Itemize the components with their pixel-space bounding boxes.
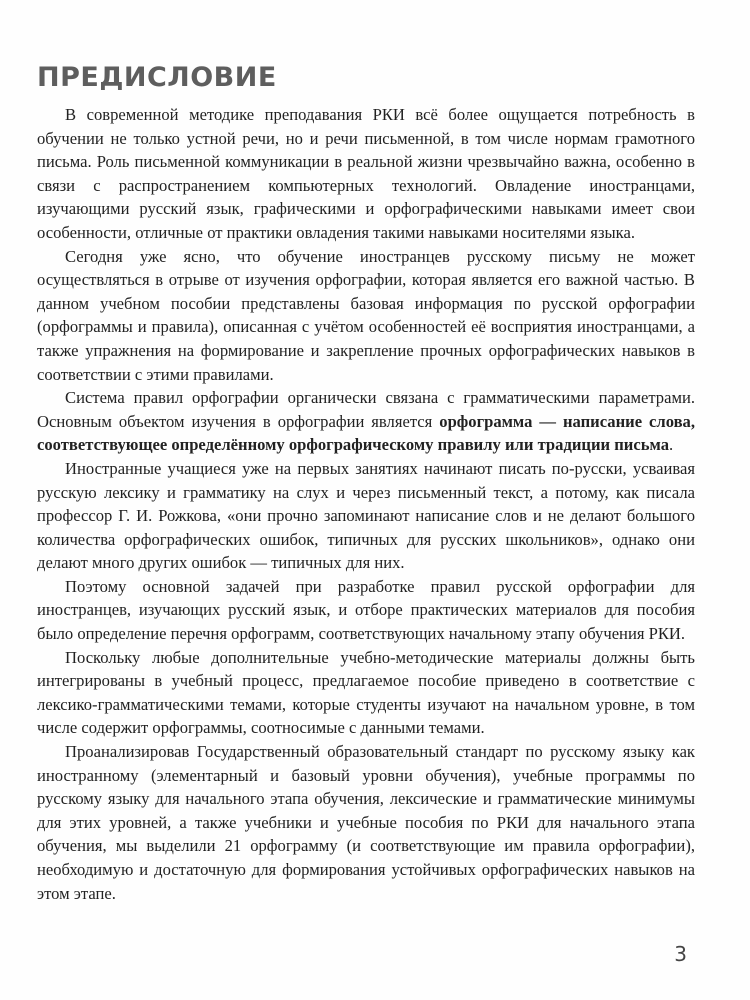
paragraph-6 <box>37 646 695 740</box>
page-number: 3 <box>674 942 687 966</box>
paragraph-1-text: В современной методике преподавания РКИ всё более ощущается потребность в обучении не только устной речи, но и речи письменной, в том числе нормам грамотного письма. Роль письменной коммуникации в реальной жизни чрезвычайно важна, особенно в связи с распространением компьютерных технологий. Овладение иностранцами, изучающими русский язык, графическими и орфографическими навыками имеет свои особенности, отличные от практики овладения такими навыками носителями языка. <box>37 105 695 242</box>
document-page <box>37 0 695 1000</box>
paragraph-2 <box>37 245 695 387</box>
paragraph-5-text: Поэтому основной задачей при разработке правил русской орфографии для иностранцев, изучающих русский язык, и отборе практических материалов для пособия было определение перечня орфограмм, соответствующих начальному этапу обучения РКИ. <box>37 576 695 644</box>
term-definition: орфограмма — написание слова, соответствующее определённому орфографическому правилу или традиции письма <box>37 411 695 455</box>
paragraph-7-text: Проанализировав Государственный образовательный стандарт по русскому языку как иностранному (элементарный и базовый уровни обучения), учебные программы по русскому языку для начального этапа обучения, лексические и грамматические минимумы для этих уровней, а также учебники и учебные пособия по РКИ для начального этапа обучения, мы выделили 21 орфограмму (и соответствующие им правила орфографии), необходимую и достаточную для формирования устойчивых орфографических навыков на этом этапе. <box>37 742 695 903</box>
paragraph-3 <box>37 386 695 457</box>
paragraph-3-text: Система правил орфографии органически связана с грамматическими параметрами. Основным объектом изучения в орфографии является <box>37 388 695 431</box>
body-text <box>37 103 695 905</box>
paragraph-2-text: Сегодня уже ясно, что обучение иностранцев русскому письму не может осуществляться в отрыве от изучения орфографии, которая является его важной частью. В данном учебном пособии представлены базовая информация по русской орфографии (орфограммы и правила), описанная с учётом особенностей её восприятия иностранцами, а также упражнения на формирование и закрепление прочных орфографических навыков в соответствии с этими правилами. <box>37 246 695 384</box>
paragraph-4-text: Иностранные учащиеся уже на первых занятиях начинают писать по-русски, усваивая русскую лексику и грамматику на слух и через письменный текст, а потому, как писала профессор Г. И. Рожкова, «они прочно запоминают написание слов и не делают большого количества орфографических ошибок, типичных для русских школьников», однако они делают много других ошибок — типичных для них. <box>37 458 695 573</box>
paragraph-5 <box>37 575 695 646</box>
page-title: ПРЕДИСЛОВИЕ <box>37 62 277 93</box>
paragraph-4 <box>37 457 695 575</box>
paragraph-7 <box>37 740 695 905</box>
paragraph-3-tail: . <box>669 435 674 455</box>
paragraph-1 <box>37 103 695 245</box>
paragraph-6-text: Поскольку любые дополнительные учебно-методические материалы должны быть интегрированы в учебный процесс, предлагаемое пособие приведено в соответствие с лексико-грамматическими темами, которые студенты изучают на начальном уровне, в том числе содержит орфограммы, соотносимые с данными темами. <box>37 647 695 738</box>
